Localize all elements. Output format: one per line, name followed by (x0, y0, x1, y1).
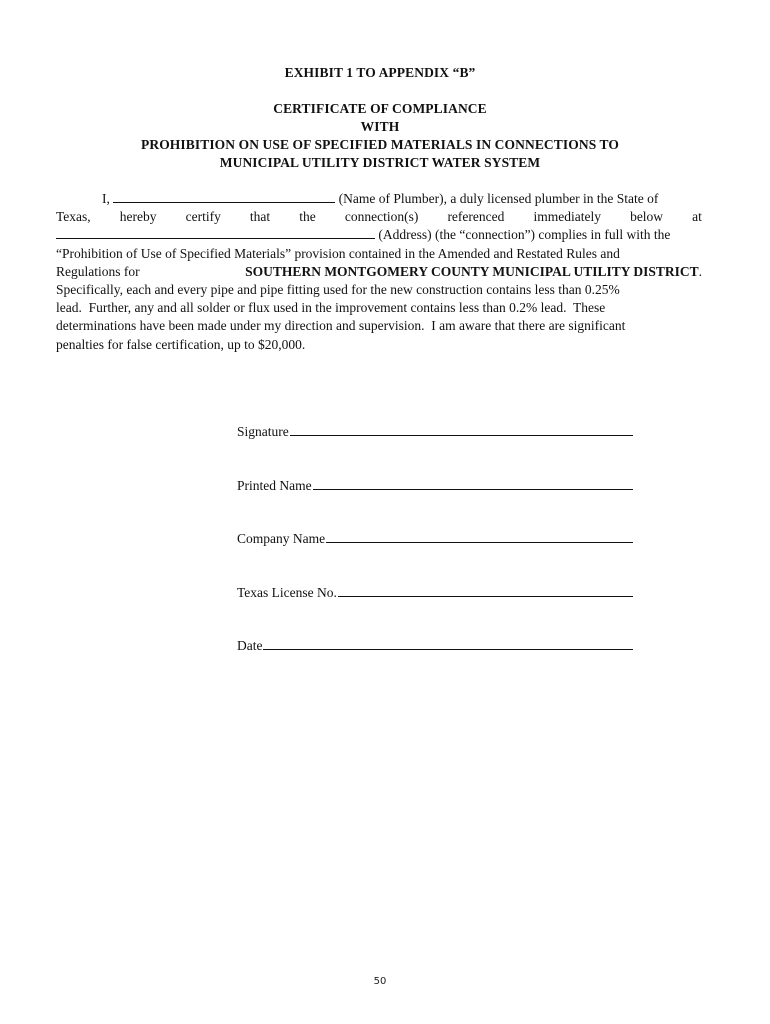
company-name-label: Company Name (237, 531, 326, 546)
district-name: SOUTHERN MONTGOMERY COUNTY MUNICIPAL UTILITY DISTRICT (245, 263, 699, 279)
certification-statement (56, 190, 702, 354)
statement-line-3: (Address) (the “connection”) complies in full with the (56, 226, 702, 244)
exhibit-heading (0, 64, 760, 82)
company-name-line[interactable] (326, 529, 633, 543)
statement-line-4: “Prohibition of Use of Specified Materials” provision contained in the Amended and Restated Rules and (56, 245, 620, 261)
printed-name-label: Printed Name (237, 478, 312, 493)
page-number: 50 (373, 976, 387, 987)
plumber-name-blank[interactable] (113, 190, 335, 203)
statement-line-2: Texas, hereby certify that the connection(s) referenced immediately below at (56, 209, 702, 225)
signature-field (237, 422, 633, 441)
statement-line-6: Specifically, each and every pipe and pipe fitting used for the new construction contains less than 0.25% (56, 282, 620, 298)
date-field (237, 636, 633, 655)
date-label: Date (237, 638, 263, 653)
statement-line-1: I, (Name of Plumber), a duly licensed plumber in the State of (102, 191, 659, 206)
title-line-3: PROHIBITION ON USE OF SPECIFIED MATERIALS IN CONNECTIONS TO (141, 137, 619, 152)
printed-name-field (237, 476, 633, 495)
printed-name-line[interactable] (313, 476, 633, 490)
license-line[interactable] (338, 583, 633, 597)
statement-line-7: lead. Further, any and all solder or flux used in the improvement contains less than 0.2% lead. These (56, 300, 606, 316)
license-field (237, 583, 633, 602)
exhibit-title: EXHIBIT 1 TO APPENDIX “B” (284, 65, 476, 80)
title-line-4: MUNICIPAL UTILITY DISTRICT WATER SYSTEM (219, 155, 541, 170)
company-name-field (237, 529, 633, 548)
title-line-2: WITH (360, 119, 400, 134)
statement-line-5: Regulations for SOUTHERN MONTGOMERY COUNTY MUNICIPAL UTILITY DISTRICT. (56, 263, 702, 279)
license-label: Texas License No. (237, 585, 337, 600)
title-line-1: CERTIFICATE OF COMPLIANCE (273, 101, 487, 116)
certificate-title (0, 100, 760, 172)
address-blank[interactable] (56, 226, 375, 239)
statement-line-8: determinations have been made under my direction and supervision. I am aware that there are significant (56, 318, 626, 334)
statement-line-9: penalties for false certification, up to $20,000. (56, 336, 306, 352)
date-line[interactable] (263, 636, 633, 650)
signature-line[interactable] (290, 422, 633, 436)
signature-label: Signature (237, 424, 289, 439)
